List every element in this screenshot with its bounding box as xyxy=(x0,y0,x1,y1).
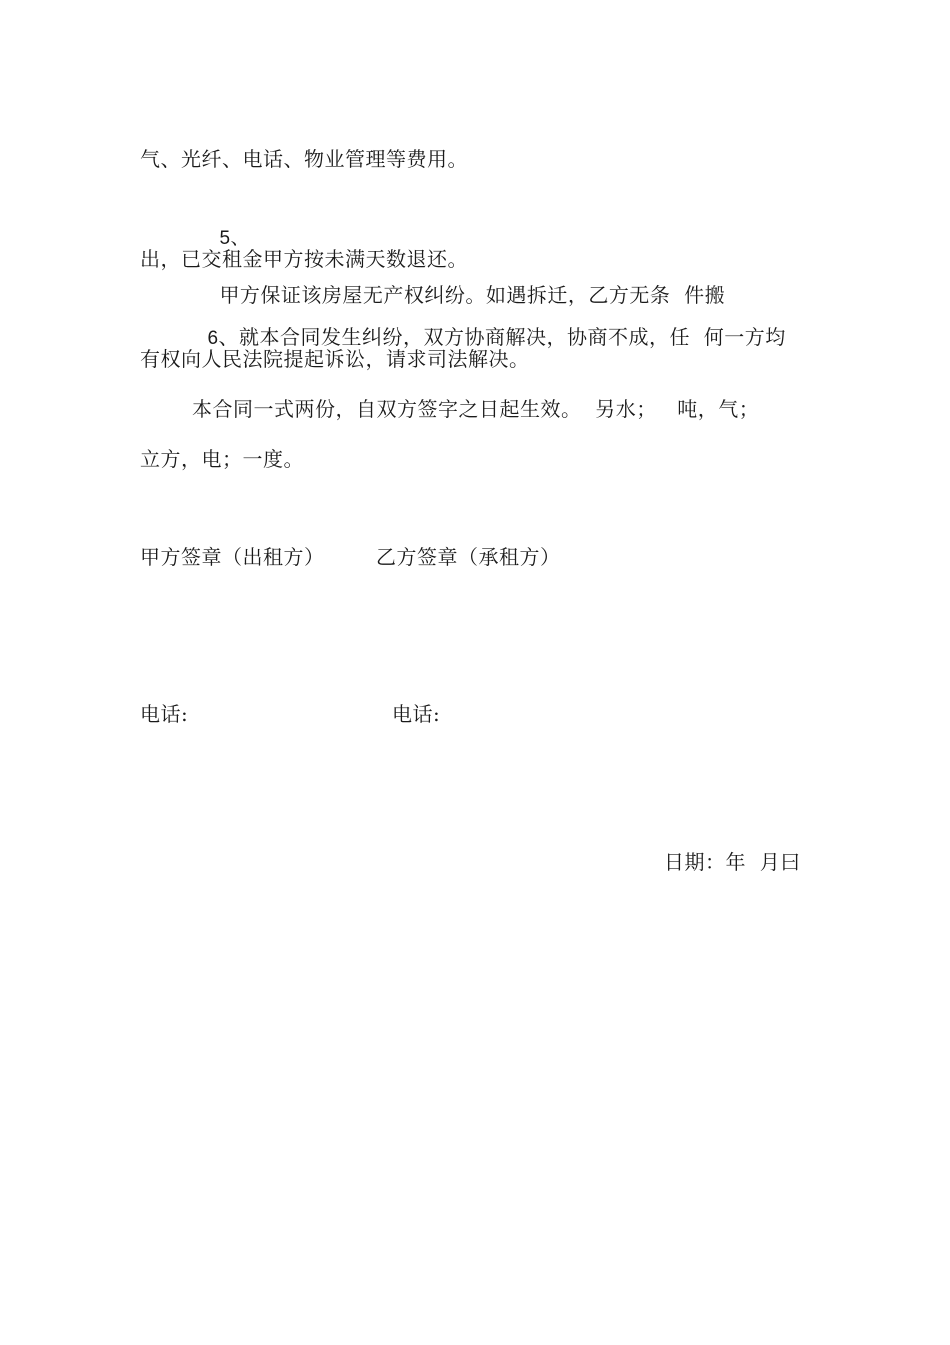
signature-party-b: 乙方签章（承租方） xyxy=(376,545,561,569)
clause6-text: 、就本合同发生纠纷，双方协商解决，协商不成，任 何一方均 xyxy=(218,325,786,349)
clause5-line2: 出，已交租金甲方按未满天数退还。 xyxy=(140,247,468,271)
signature-party-a: 甲方签章（出租方） xyxy=(140,545,325,569)
clause5-text: 甲方保证该房屋无产权纠纷。如遇拆迁，乙方无条 件搬 xyxy=(219,283,726,307)
clause4-tail: 气、光纤、电话、物业管理等费用。 xyxy=(140,147,468,171)
date-line: 日期：年 月曰 xyxy=(664,850,801,874)
clause6-line2: 有权向人民法院提起诉讼，请求司法解决。 xyxy=(140,347,530,371)
closing-line1: 本合同一式两份，自双方签字之日起生效。 另水； 吨，气； xyxy=(192,397,760,421)
phone-party-a: 电话: xyxy=(140,702,189,726)
clause6-number: 6 xyxy=(207,328,219,349)
phone-party-b: 电话: xyxy=(392,702,441,726)
closing-line2: 立方，电；一度。 xyxy=(140,447,304,471)
clause5-number: 5、 xyxy=(219,228,251,249)
